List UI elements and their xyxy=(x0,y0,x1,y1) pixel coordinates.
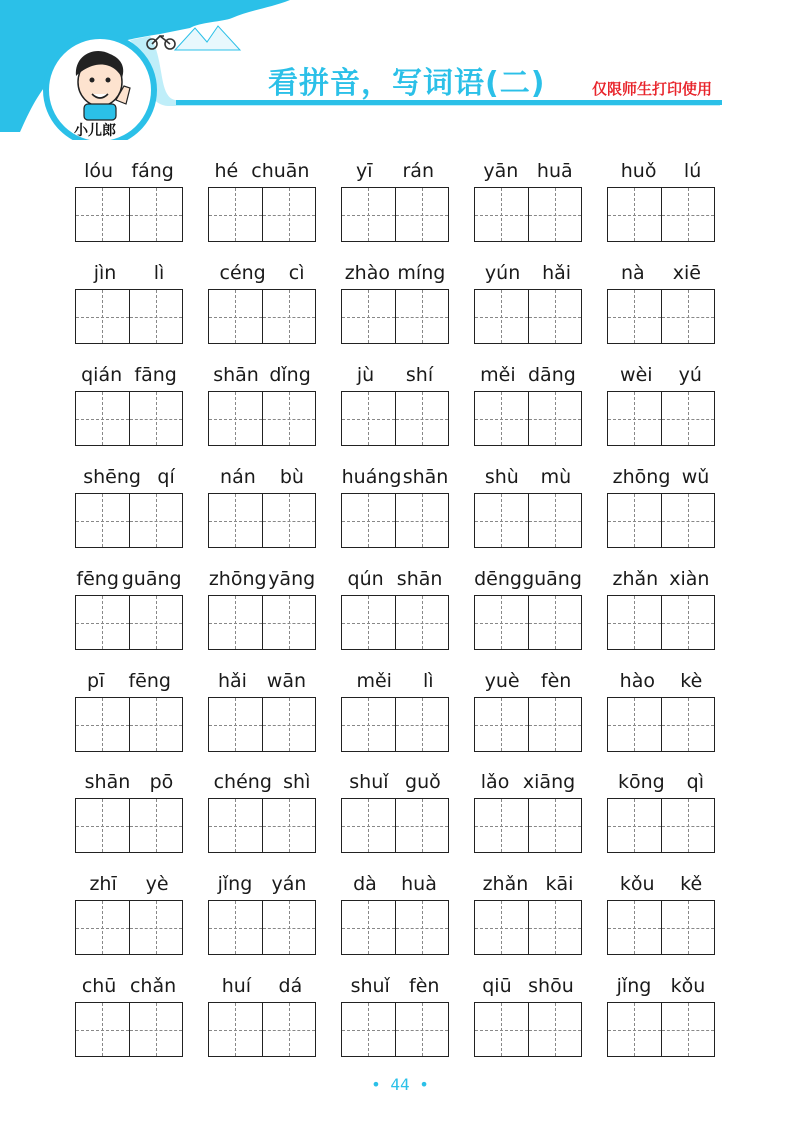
pinyin-syllable: kě xyxy=(680,873,703,895)
pinyin-prompt xyxy=(208,670,316,692)
tian-zi-ge-box[interactable] xyxy=(528,698,582,751)
page-title: 看拼音，写词语(二) xyxy=(268,66,546,101)
pinyin-prompt xyxy=(341,873,449,895)
tian-zi-ge-box[interactable] xyxy=(342,799,395,852)
pinyin-syllable: chéng xyxy=(213,771,272,793)
tian-zi-ge-box[interactable] xyxy=(76,392,129,445)
pinyin-syllable: yān xyxy=(483,160,519,182)
pinyin-syllable: qiū xyxy=(482,975,512,997)
pinyin-syllable: huáng xyxy=(341,466,402,488)
tian-zi-ge-box[interactable] xyxy=(342,188,395,241)
tian-zi-ge-box[interactable] xyxy=(262,494,316,547)
pinyin-syllable: kǒu xyxy=(670,975,706,997)
writing-boxes xyxy=(607,595,715,650)
writing-boxes xyxy=(607,187,715,242)
pinyin-syllable: nà xyxy=(621,262,645,284)
writing-boxes xyxy=(474,595,582,650)
tian-zi-ge-box[interactable] xyxy=(342,901,395,954)
tian-zi-ge-box[interactable] xyxy=(528,392,582,445)
tian-zi-ge-box[interactable] xyxy=(475,596,528,649)
pinyin-syllable: huǒ xyxy=(620,160,657,182)
pinyin-prompt xyxy=(607,568,715,590)
pinyin-prompt xyxy=(341,364,449,386)
pinyin-syllable: lì xyxy=(422,670,434,692)
pinyin-syllable: shān xyxy=(213,364,259,386)
tian-zi-ge-box[interactable] xyxy=(209,188,262,241)
pinyin-syllable: fáng xyxy=(131,160,174,182)
tian-zi-ge-box[interactable] xyxy=(528,494,582,547)
tian-zi-ge-box[interactable] xyxy=(475,290,528,343)
pinyin-prompt xyxy=(607,873,715,895)
pinyin-syllable: guǒ xyxy=(405,771,441,793)
pinyin-prompt xyxy=(607,975,715,997)
tian-zi-ge-box[interactable] xyxy=(209,290,262,343)
tian-zi-ge-box[interactable] xyxy=(342,596,395,649)
pinyin-prompt xyxy=(208,975,316,997)
pinyin-prompt xyxy=(75,670,183,692)
tian-zi-ge-box[interactable] xyxy=(262,392,316,445)
page-number: • 44 • xyxy=(371,1075,429,1094)
pinyin-syllable: kāi xyxy=(545,873,574,895)
tian-zi-ge-box[interactable] xyxy=(395,698,449,751)
tian-zi-ge-box[interactable] xyxy=(262,188,316,241)
writing-boxes xyxy=(75,595,183,650)
writing-boxes xyxy=(607,493,715,548)
writing-boxes xyxy=(474,391,582,446)
writing-boxes xyxy=(474,493,582,548)
pinyin-syllable: qí xyxy=(157,466,175,488)
pinyin-prompt xyxy=(474,262,582,284)
pinyin-prompt xyxy=(208,364,316,386)
pinyin-syllable: zhōng xyxy=(612,466,671,488)
pinyin-prompt xyxy=(75,771,183,793)
pinyin-syllable: yán xyxy=(271,873,307,895)
pinyin-syllable: fèn xyxy=(409,975,440,997)
writing-boxes xyxy=(341,391,449,446)
writing-boxes xyxy=(341,900,449,955)
pinyin-syllable: yún xyxy=(484,262,521,284)
pinyin-syllable: pī xyxy=(87,670,105,692)
pinyin-syllable: guāng xyxy=(522,568,582,590)
pinyin-syllable: wān xyxy=(266,670,307,692)
writing-boxes xyxy=(75,493,183,548)
tian-zi-ge-box[interactable] xyxy=(342,1003,395,1056)
writing-boxes xyxy=(208,595,316,650)
pinyin-syllable: chū xyxy=(81,975,117,997)
pinyin-syllable: rán xyxy=(402,160,434,182)
writing-boxes xyxy=(341,697,449,752)
writing-boxes xyxy=(208,391,316,446)
tian-zi-ge-box[interactable] xyxy=(395,290,449,343)
tian-zi-ge-box[interactable] xyxy=(395,494,449,547)
pinyin-syllable: fēng xyxy=(76,568,119,590)
tian-zi-ge-box[interactable] xyxy=(129,901,183,954)
pinyin-prompt xyxy=(341,771,449,793)
writing-boxes xyxy=(607,289,715,344)
pinyin-prompt xyxy=(607,670,715,692)
tian-zi-ge-box[interactable] xyxy=(475,494,528,547)
pinyin-prompt xyxy=(474,364,582,386)
pinyin-prompt xyxy=(341,568,449,590)
pinyin-syllable: wèi xyxy=(620,364,653,386)
pinyin-syllable: shù xyxy=(484,466,519,488)
pinyin-syllable: yāng xyxy=(268,568,316,590)
tian-zi-ge-box[interactable] xyxy=(475,901,528,954)
pinyin-prompt xyxy=(208,160,316,182)
pinyin-syllable: wǔ xyxy=(681,466,710,488)
writing-boxes xyxy=(75,391,183,446)
pinyin-syllable: kōng xyxy=(617,771,665,793)
tian-zi-ge-box[interactable] xyxy=(528,596,582,649)
tian-zi-ge-box[interactable] xyxy=(262,901,316,954)
pinyin-prompt xyxy=(607,160,715,182)
pinyin-syllable: qián xyxy=(81,364,123,386)
tian-zi-ge-box[interactable] xyxy=(76,901,129,954)
pinyin-syllable: dǐng xyxy=(269,364,311,386)
pinyin-prompt xyxy=(474,975,582,997)
writing-boxes xyxy=(474,900,582,955)
pinyin-syllable: shēng xyxy=(83,466,141,488)
tian-zi-ge-box[interactable] xyxy=(342,290,395,343)
pinyin-syllable: qì xyxy=(686,771,704,793)
tian-zi-ge-box[interactable] xyxy=(129,596,183,649)
writing-boxes xyxy=(75,798,183,853)
pinyin-prompt xyxy=(474,466,582,488)
tian-zi-ge-box[interactable] xyxy=(661,392,715,445)
tian-zi-ge-box[interactable] xyxy=(129,392,183,445)
pinyin-prompt xyxy=(341,160,449,182)
pinyin-syllable: yī xyxy=(355,160,373,182)
tian-zi-ge-box[interactable] xyxy=(209,698,262,751)
writing-boxes xyxy=(75,187,183,242)
pinyin-prompt xyxy=(607,364,715,386)
tian-zi-ge-box[interactable] xyxy=(395,799,449,852)
tian-zi-ge-box[interactable] xyxy=(608,290,661,343)
writing-boxes xyxy=(75,289,183,344)
pinyin-prompt xyxy=(208,466,316,488)
pinyin-syllable: hào xyxy=(619,670,655,692)
watermark-text: 仅限师生打印使用 xyxy=(592,80,713,98)
tian-zi-ge-box[interactable] xyxy=(209,392,262,445)
writing-boxes xyxy=(607,798,715,853)
tian-zi-ge-box[interactable] xyxy=(209,596,262,649)
tian-zi-ge-box[interactable] xyxy=(475,392,528,445)
writing-boxes xyxy=(607,391,715,446)
pinyin-prompt xyxy=(208,568,316,590)
tian-zi-ge-box[interactable] xyxy=(608,392,661,445)
pinyin-syllable: jǐng xyxy=(616,975,652,997)
tian-zi-ge-box[interactable] xyxy=(661,494,715,547)
pinyin-syllable: zhǎn xyxy=(482,873,529,895)
tian-zi-ge-box[interactable] xyxy=(608,799,661,852)
tian-zi-ge-box[interactable] xyxy=(661,1003,715,1056)
pinyin-syllable: dāng xyxy=(528,364,576,386)
tian-zi-ge-box[interactable] xyxy=(262,698,316,751)
writing-boxes xyxy=(75,697,183,752)
tian-zi-ge-box[interactable] xyxy=(528,1003,582,1056)
tian-zi-ge-box[interactable] xyxy=(528,188,582,241)
pinyin-syllable: qún xyxy=(347,568,384,590)
pinyin-syllable: jǐng xyxy=(217,873,253,895)
tian-zi-ge-box[interactable] xyxy=(395,392,449,445)
tian-zi-ge-box[interactable] xyxy=(76,799,129,852)
pinyin-syllable: dēng xyxy=(474,568,522,590)
tian-zi-ge-box[interactable] xyxy=(129,290,183,343)
pinyin-syllable: měi xyxy=(356,670,392,692)
mascot-label: 小儿郎 xyxy=(74,123,116,139)
pinyin-syllable: shí xyxy=(405,364,434,386)
pinyin-prompt xyxy=(341,670,449,692)
pinyin-syllable: lǎo xyxy=(480,771,510,793)
pinyin-prompt xyxy=(474,771,582,793)
pinyin-prompt xyxy=(75,873,183,895)
tian-zi-ge-box[interactable] xyxy=(129,188,183,241)
pinyin-syllable: xiē xyxy=(672,262,701,284)
tian-zi-ge-box[interactable] xyxy=(475,188,528,241)
pinyin-syllable: hé xyxy=(214,160,239,182)
pinyin-syllable: fèn xyxy=(540,670,572,692)
writing-boxes xyxy=(75,1002,183,1057)
tian-zi-ge-box[interactable] xyxy=(528,290,582,343)
pinyin-syllable: yú xyxy=(678,364,702,386)
pinyin-prompt xyxy=(75,466,183,488)
pinyin-syllable: jìn xyxy=(93,262,117,284)
writing-boxes xyxy=(208,187,316,242)
tian-zi-ge-box[interactable] xyxy=(661,290,715,343)
pinyin-syllable: shān xyxy=(84,771,131,793)
writing-boxes xyxy=(474,798,582,853)
pinyin-syllable: zhī xyxy=(89,873,117,895)
pinyin-syllable: hǎi xyxy=(217,670,247,692)
tian-zi-ge-box[interactable] xyxy=(262,596,316,649)
tian-zi-ge-box[interactable] xyxy=(76,290,129,343)
writing-boxes xyxy=(341,798,449,853)
pinyin-prompt xyxy=(607,466,715,488)
pinyin-prompt xyxy=(75,160,183,182)
pinyin-syllable: huà xyxy=(401,873,437,895)
tian-zi-ge-box[interactable] xyxy=(76,494,129,547)
pinyin-syllable: lì xyxy=(153,262,165,284)
tian-zi-ge-box[interactable] xyxy=(395,596,449,649)
pinyin-syllable: hǎi xyxy=(542,262,572,284)
tian-zi-ge-box[interactable] xyxy=(608,494,661,547)
pinyin-syllable: pō xyxy=(149,771,174,793)
writing-boxes xyxy=(474,697,582,752)
tian-zi-ge-box[interactable] xyxy=(262,1003,316,1056)
pinyin-prompt xyxy=(75,262,183,284)
pinyin-prompt xyxy=(607,771,715,793)
writing-boxes xyxy=(341,289,449,344)
writing-boxes xyxy=(607,697,715,752)
pinyin-prompt xyxy=(208,873,316,895)
pinyin-prompt xyxy=(341,466,449,488)
writing-boxes xyxy=(75,900,183,955)
tian-zi-ge-box[interactable] xyxy=(209,799,262,852)
tian-zi-ge-box[interactable] xyxy=(76,698,129,751)
tian-zi-ge-box[interactable] xyxy=(262,799,316,852)
tian-zi-ge-box[interactable] xyxy=(129,799,183,852)
pinyin-syllable: shuǐ xyxy=(350,975,390,997)
writing-boxes xyxy=(208,798,316,853)
tian-zi-ge-box[interactable] xyxy=(528,901,582,954)
pinyin-syllable: zhōng xyxy=(208,568,267,590)
pinyin-prompt xyxy=(474,873,582,895)
writing-boxes xyxy=(208,289,316,344)
pinyin-prompt xyxy=(75,568,183,590)
pinyin-prompt xyxy=(341,262,449,284)
writing-boxes xyxy=(341,595,449,650)
pinyin-syllable: měi xyxy=(480,364,516,386)
pinyin-syllable: shān xyxy=(396,568,443,590)
tian-zi-ge-box[interactable] xyxy=(608,1003,661,1056)
pinyin-prompt xyxy=(474,670,582,692)
tian-zi-ge-box[interactable] xyxy=(76,1003,129,1056)
pinyin-syllable: míng xyxy=(397,262,446,284)
tian-zi-ge-box[interactable] xyxy=(342,698,395,751)
pinyin-syllable: huā xyxy=(536,160,573,182)
pinyin-syllable: zhǎn xyxy=(612,568,659,590)
pinyin-prompt xyxy=(607,262,715,284)
pinyin-syllable: zhào xyxy=(344,262,390,284)
tian-zi-ge-box[interactable] xyxy=(209,1003,262,1056)
writing-boxes xyxy=(208,900,316,955)
pinyin-syllable: chǎn xyxy=(129,975,177,997)
pinyin-prompt xyxy=(341,975,449,997)
pinyin-prompt xyxy=(208,262,316,284)
tian-zi-ge-box[interactable] xyxy=(608,596,661,649)
pinyin-syllable: kǒu xyxy=(619,873,655,895)
tian-zi-ge-box[interactable] xyxy=(209,901,262,954)
pinyin-syllable: chuān xyxy=(251,160,310,182)
pinyin-syllable: céng xyxy=(219,262,266,284)
writing-boxes xyxy=(341,493,449,548)
pinyin-syllable: huí xyxy=(221,975,252,997)
pinyin-syllable: shān xyxy=(402,466,449,488)
pinyin-prompt xyxy=(75,975,183,997)
tian-zi-ge-box[interactable] xyxy=(129,698,183,751)
tian-zi-ge-box[interactable] xyxy=(395,1003,449,1056)
pinyin-syllable: mù xyxy=(540,466,572,488)
tian-zi-ge-box[interactable] xyxy=(395,188,449,241)
pinyin-syllable: nán xyxy=(220,466,256,488)
tian-zi-ge-box[interactable] xyxy=(661,698,715,751)
tian-zi-ge-box[interactable] xyxy=(661,901,715,954)
writing-boxes xyxy=(208,493,316,548)
tian-zi-ge-box[interactable] xyxy=(608,188,661,241)
pinyin-prompt xyxy=(474,160,582,182)
pinyin-syllable: guāng xyxy=(121,568,182,590)
tian-zi-ge-box[interactable] xyxy=(129,1003,183,1056)
tian-zi-ge-box[interactable] xyxy=(528,799,582,852)
pinyin-syllable: shì xyxy=(283,771,311,793)
writing-boxes xyxy=(607,1002,715,1057)
pinyin-syllable: bù xyxy=(279,466,304,488)
writing-boxes xyxy=(474,187,582,242)
tian-zi-ge-box[interactable] xyxy=(395,901,449,954)
pinyin-syllable: fēng xyxy=(128,670,171,692)
pinyin-syllable: xiàn xyxy=(669,568,710,590)
tian-zi-ge-box[interactable] xyxy=(661,596,715,649)
tian-zi-ge-box[interactable] xyxy=(661,188,715,241)
tian-zi-ge-box[interactable] xyxy=(209,494,262,547)
writing-boxes xyxy=(474,1002,582,1057)
tian-zi-ge-box[interactable] xyxy=(475,1003,528,1056)
tian-zi-ge-box[interactable] xyxy=(76,188,129,241)
pinyin-syllable: yuè xyxy=(484,670,520,692)
tian-zi-ge-box[interactable] xyxy=(342,494,395,547)
pinyin-syllable: yè xyxy=(145,873,169,895)
pinyin-prompt xyxy=(75,364,183,386)
pinyin-syllable: dà xyxy=(353,873,377,895)
tian-zi-ge-box[interactable] xyxy=(475,799,528,852)
tian-zi-ge-box[interactable] xyxy=(608,698,661,751)
tian-zi-ge-box[interactable] xyxy=(129,494,183,547)
pinyin-syllable: shuǐ xyxy=(349,771,389,793)
writing-boxes xyxy=(341,1002,449,1057)
tian-zi-ge-box[interactable] xyxy=(608,901,661,954)
pinyin-syllable: dá xyxy=(278,975,303,997)
pinyin-syllable: shōu xyxy=(528,975,574,997)
tian-zi-ge-box[interactable] xyxy=(342,392,395,445)
pinyin-syllable: xiāng xyxy=(522,771,576,793)
pinyin-syllable: fāng xyxy=(134,364,177,386)
pinyin-syllable: lóu xyxy=(84,160,114,182)
tian-zi-ge-box[interactable] xyxy=(76,596,129,649)
writing-boxes xyxy=(208,1002,316,1057)
pinyin-prompt xyxy=(208,771,316,793)
writing-boxes xyxy=(474,289,582,344)
tian-zi-ge-box[interactable] xyxy=(262,290,316,343)
pinyin-syllable: lú xyxy=(683,160,702,182)
writing-boxes xyxy=(208,697,316,752)
writing-boxes xyxy=(607,900,715,955)
writing-boxes xyxy=(341,187,449,242)
pinyin-prompt xyxy=(474,568,582,590)
pinyin-syllable: cì xyxy=(288,262,305,284)
tian-zi-ge-box[interactable] xyxy=(661,799,715,852)
pinyin-syllable: kè xyxy=(680,670,703,692)
tian-zi-ge-box[interactable] xyxy=(475,698,528,751)
pinyin-syllable: jù xyxy=(356,364,375,386)
